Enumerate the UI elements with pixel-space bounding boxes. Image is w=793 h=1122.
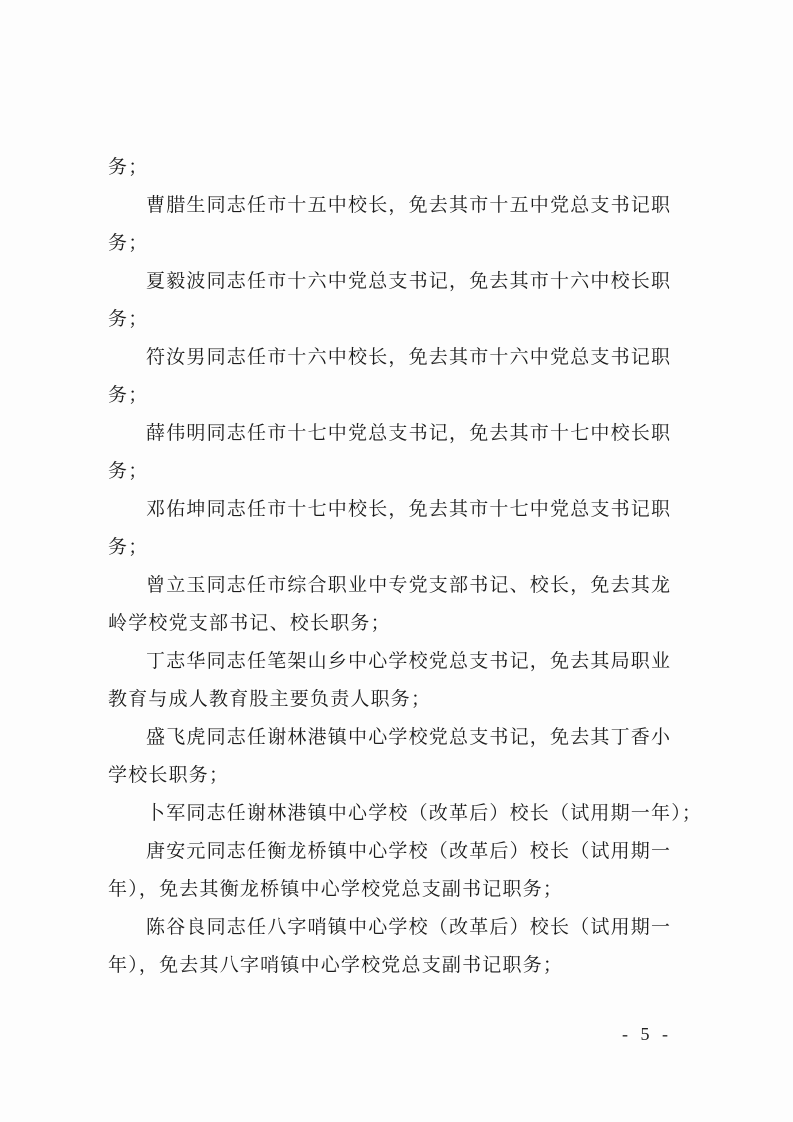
text-line: 教育与成人教育股主要负责人职务； [108,688,432,710]
text-line: 年），免去其衡龙桥镇中心学校党总支副书记职务； [108,878,564,900]
text-line: 卜军同志任谢林港镇中心学校（改革后）校长（试用期一年）； [146,802,703,824]
text-line: 务； [108,308,149,330]
text-line: 曾立玉同志任市综合职业中专党支部书记、校长，免去其龙 [146,574,672,596]
text-line: 务； [108,536,149,558]
text-line: 唐安元同志任衡龙桥镇中心学校（改革后）校长（试用期一 [146,840,672,862]
text-line: 曹腊生同志任市十五中校长，免去其市十五中党总支书记职 [146,194,672,216]
document-body [108,148,703,984]
text-line: 务； [108,232,149,254]
text-line: 岭学校党支部书记、校长职务； [108,612,391,634]
text-line: 学校长职务； [108,764,230,786]
text-line: 务； [108,384,149,406]
text-line: 夏毅波同志任市十六中党总支书记，免去其市十六中校长职 [146,270,672,292]
text-line: 盛飞虎同志任谢林港镇中心学校党总支书记，免去其丁香小 [146,726,672,748]
text-line: 薛伟明同志任市十七中党总支书记，免去其市十七中校长职 [146,422,672,444]
text-line: 丁志华同志任笔架山乡中心学校党总支书记，免去其局职业 [146,650,672,672]
text-line: 务； [108,460,149,482]
text-line: 务； [108,156,149,178]
text-line: 符汝男同志任市十六中校长，免去其市十六中党总支书记职 [146,346,672,368]
text-line: 陈谷良同志任八字哨镇中心学校（改革后）校长（试用期一 [146,916,672,938]
text-line: 邓佑坤同志任市十七中校长，免去其市十七中党总支书记职 [146,498,672,520]
page-number: - 5 - [622,1024,672,1044]
text-line: 年），免去其八字哨镇中心学校党总支副书记职务； [108,954,564,976]
